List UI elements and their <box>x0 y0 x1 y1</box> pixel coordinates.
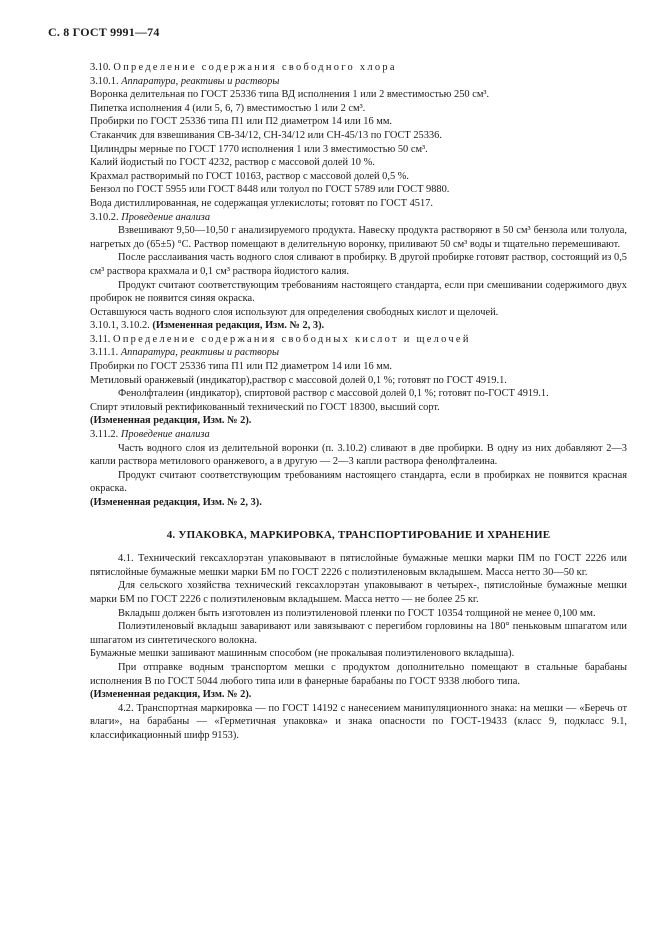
paragraph: 4.1. Технический гексахлорэтан упаковывают в пятислойные бумажные мешки марки ПМ по ГОСТ 2226 или пятислойные бумажные мешки марки БМ по ГОСТ 2226 с полиэтиленовым вкладышем. Масса нетто 30—50 кг. <box>90 553 627 578</box>
paragraph: Вкладыш должен быть изготовлен из полиэтиленовой пленки по ГОСТ 10354 толщиной не менее 0,100 мм. <box>118 607 596 619</box>
paragraph: Для сельского хозяйства технический гексахлорэтан упаковывают в четырех-, пятислойные бумажные мешки марки БМ по ГОСТ 2226 с полиэтиленовым вкладышем. Масса нетто — не более 25 кг. <box>90 580 627 605</box>
list-item: Пробирки по ГОСТ 25336 типа П1 или П2 диаметром 14 или 16 мм. <box>90 361 393 373</box>
amendment-note: (Измененная редакция, Изм. № 2, 3). <box>90 497 262 508</box>
heading-3-11-2: 3.11.2. Проведение анализа <box>90 429 210 441</box>
heading-3-10-2: 3.10.2. Проведение анализа <box>90 211 211 223</box>
paragraph: Оставшуюся часть водного слоя используют для определения свободных кислот и щелочей. <box>90 306 499 318</box>
list-item: Пробирки по ГОСТ 25336 типа П1 или П2 диаметром 14 или 16 мм. <box>90 116 393 128</box>
amendment-note: (Измененная редакция, Изм. № 2). <box>90 689 252 701</box>
amendment-note: 3.10.1, 3.10.2. (Измененная редакция, Изм. № 2, 3). <box>90 320 325 332</box>
paragraph: Продукт считают соответствующим требованиям настоящего стандарта, если в пробирках не появится красная окраска. <box>90 469 627 495</box>
paragraph: После расслаивания часть водного слоя сливают в пробирку. В другой пробирке готовят раствор, состоящий из 0,5 см³ раствора крахмала и 0,1 см³ раствора йодистого калия. <box>90 252 627 277</box>
list-item: Метиловый оранжевый (индикатор),раствор с массовой долей 0,1 %; готовят по ГОСТ 4919.1. <box>90 374 507 386</box>
list-item: Вода дистиллированная, не содержащая углекислоты; готовят по ГОСТ 4517. <box>90 197 433 209</box>
document-body <box>90 61 627 743</box>
list-item: Воронка делительная по ГОСТ 25336 типа ВД исполнения 1 или 2 вместимостью 250 см³. <box>90 89 490 101</box>
paragraph: Бумажные мешки зашивают машинным способом (не прокалывая полиэтиленового вкладыша). <box>90 648 515 660</box>
list-item: Цилиндры мерные по ГОСТ 1770 исполнения 1 или 3 вместимостью 50 см³. <box>90 143 428 155</box>
list-item: Спирт этиловый ректификованный технический по ГОСТ 18300, высший сорт. <box>90 401 440 413</box>
list-item: Пипетка исполнения 4 (или 5, 6, 7) вместимостью 1 или 2 см³. <box>90 102 366 114</box>
paragraph: Взвешивают 9,50—10,50 г анализируемого продукта. Навеску продукта растворяют в 50 см³ бензола или толуола, нагретых до (65±5) °С. Раствор помещают в делительную воронку, приливают 50 см³ воды и тщательно перемешивают. <box>90 225 627 250</box>
paragraph: Полиэтиленовый вкладыш заваривают или завязывают с перегибом горловины на 180° пеньковым шпагатом или шпагатом из синтетического волокна. <box>90 621 627 646</box>
list-item: Крахмал растворимый по ГОСТ 10163, раствор с массовой долей 0,5 %. <box>90 170 410 182</box>
list-item: Бензол по ГОСТ 5955 или ГОСТ 8448 или толуол по ГОСТ 5789 или ГОСТ 9880. <box>90 184 450 196</box>
section-title: 4. УПАКОВКА, МАРКИРОВКА, ТРАНСПОРТИРОВАНИЕ И ХРАНЕНИЕ <box>166 528 551 541</box>
paragraph: Часть водного слоя из делительной воронки (п. 3.10.2) сливают в две пробирки. В одну из них добавляют 2—3 капли раствора метилового оранжевого, а в другую — 2—3 капли раствора фенолфталеина. <box>90 442 627 468</box>
list-item: Фенолфталеин (индикатор), спиртовой раствор с массовой долей 0,1 %; готовят по-ГОСТ 4919.1. <box>118 388 549 400</box>
paragraph: 4.2. Транспортная маркировка — по ГОСТ 14192 с нанесением манипуляционного знака: на мешки — «Беречь от влаги», на барабаны — «Герметичная упаковка» и знака опасности по ГОСТ-19433 (класс 9, подкласс 9.1, классификационный шифр 9153). <box>90 702 627 741</box>
heading-3-11-1: 3.11.1. Аппаратура, реактивы и растворы <box>90 347 279 359</box>
list-item: Стаканчик для взвешивания СВ-34/12, СН-34/12 или СН-45/13 по ГОСТ 25336. <box>90 129 442 141</box>
paragraph: При отправке водным транспортом мешки с продуктом дополнительно помещают в стальные барабаны исполнения В по ГОСТ 5044 любого типа или в фанерные барабаны по ГОСТ 9338 любого типа. <box>90 661 627 687</box>
paragraph: Продукт считают соответствующим требованиям настоящего стандарта, если при смешивании содержимого двух пробирок не появится синяя окраска. <box>90 279 627 305</box>
list-item: Калий йодистый по ГОСТ 4232, раствор с массовой долей 10 %. <box>90 157 375 169</box>
page-header: С. 8 ГОСТ 9991—74 <box>48 25 160 39</box>
amendment-note: (Измененная редакция, Изм. № 2). <box>90 415 252 427</box>
heading-3-11: 3.11. Определение содержания свободных кислот и щелочей <box>90 333 471 345</box>
heading-3-10-1: 3.10.1. Аппаратура, реактивы и растворы <box>90 75 280 87</box>
heading-3-10: 3.10. Определение содержания свободного хлора <box>90 62 397 73</box>
